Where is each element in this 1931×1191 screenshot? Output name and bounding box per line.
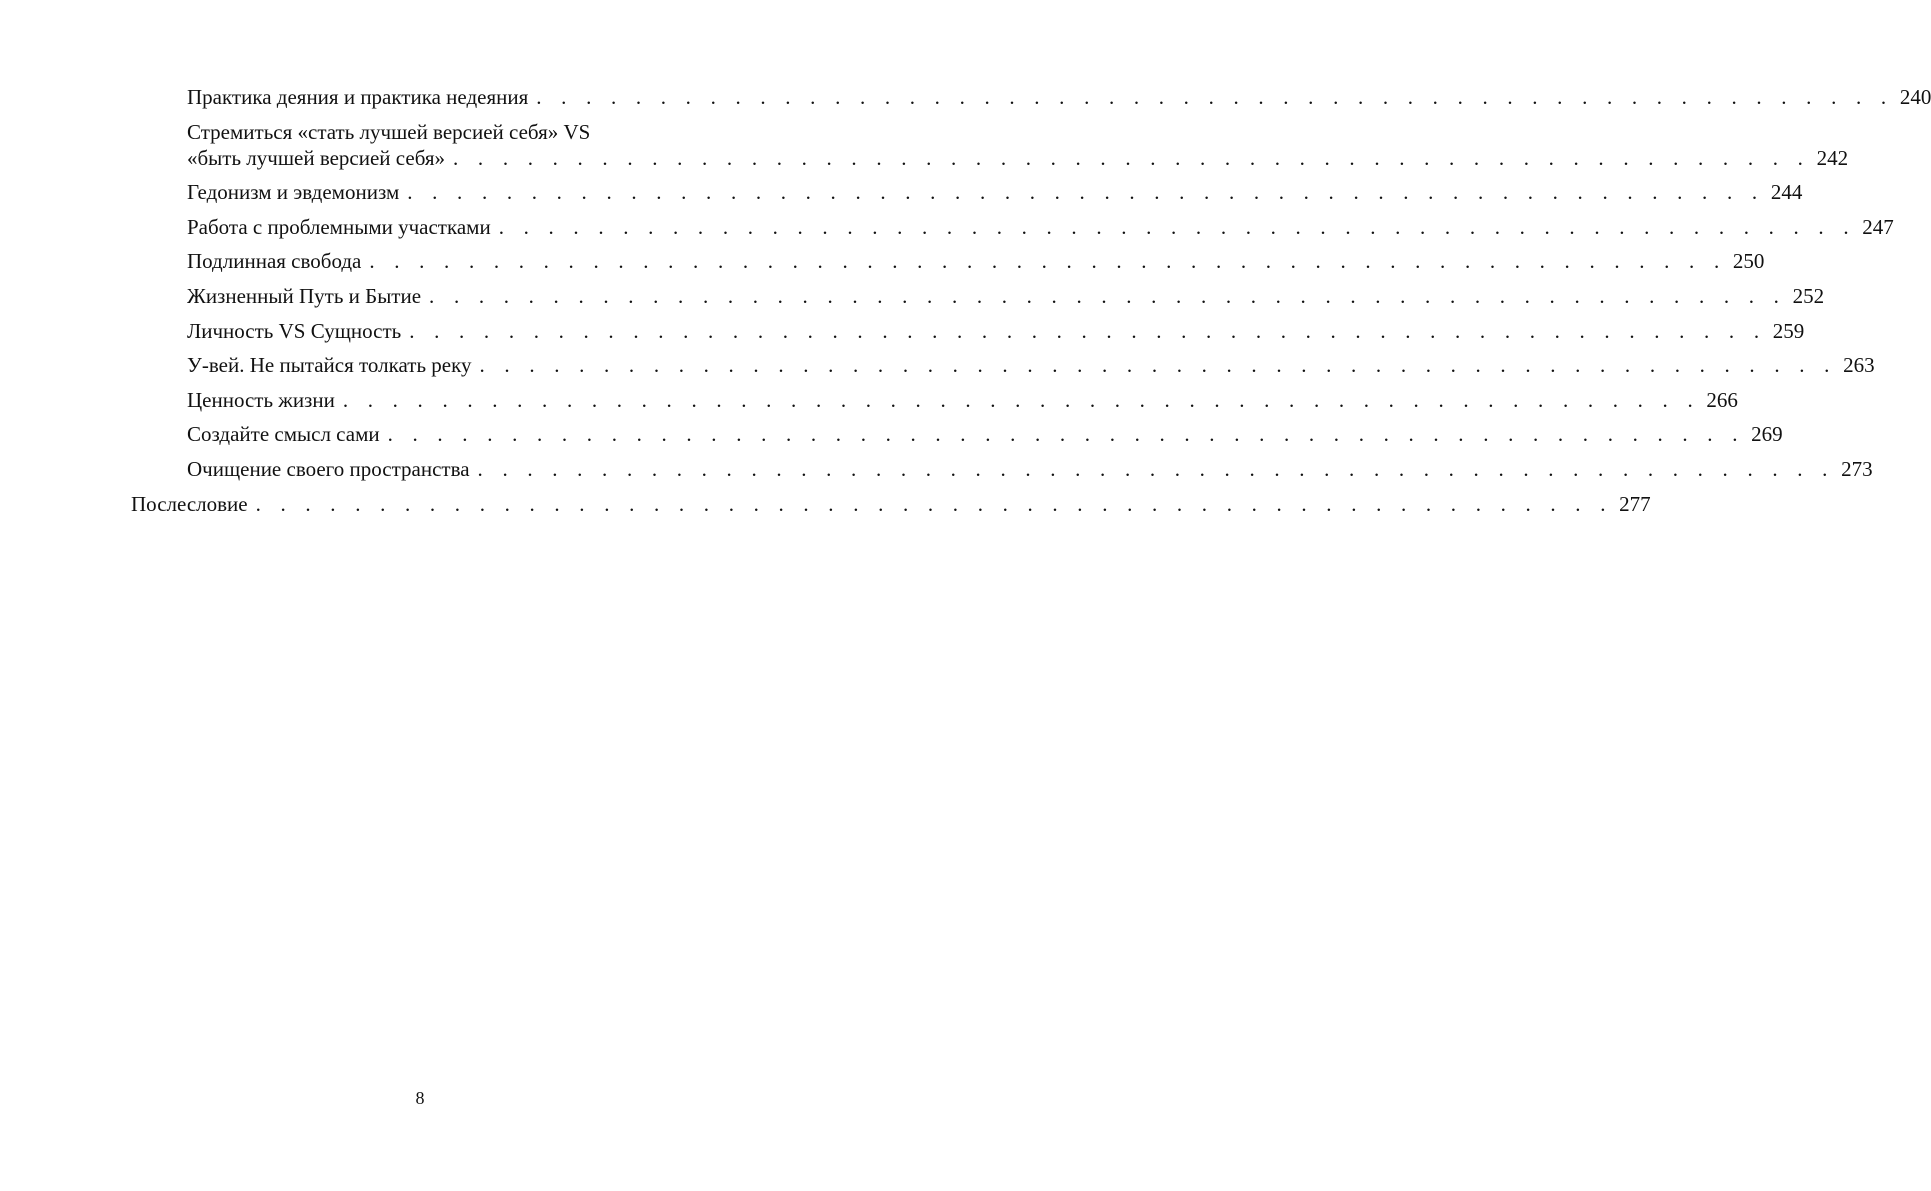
toc-entry[interactable] [187, 456, 1873, 482]
toc-entry-chapter[interactable] [131, 491, 1651, 517]
toc-entry-title: Работа с проблемными участками [187, 214, 491, 239]
toc-entry-page: 273 [1841, 456, 1873, 481]
toc-entry-line [187, 214, 1894, 240]
toc-entry-page: 242 [1816, 145, 1849, 170]
toc-entry-page: 259 [1772, 318, 1805, 343]
dot-leader: . . . . . . . . . . . . . . . . . . . . . . . . . . . . . . . . . . . . . . . . . . . . . . . . . . . . . . . [498, 214, 1856, 239]
toc-entry-line [187, 352, 1875, 378]
toc-entry-line [187, 84, 1931, 110]
dot-leader: . . . . . . . . . . . . . . . . . . . . . . . . . . . . . . . . . . . . . . . . . . . . . . . . . . . . . . . [429, 283, 1787, 308]
toc-entry-page: 247 [1862, 214, 1894, 239]
toc-entry[interactable] [187, 179, 1803, 205]
toc-entry[interactable] [187, 352, 1875, 378]
toc-entry-page: 244 [1770, 180, 1803, 205]
toc-entry-title: «быть лучшей версией себя» [187, 145, 446, 170]
page-number: 8 [415, 1088, 425, 1108]
toc-entry-title: Очищение своего пространства [187, 456, 470, 481]
toc-entry[interactable] [187, 387, 1738, 413]
toc-entry-page: 263 [1843, 353, 1875, 378]
toc-entry[interactable] [187, 119, 1849, 171]
dot-leader: . . . . . . . . . . . . . . . . . . . . . . . . . . . . . . . . . . . . . . . . . . . . . . . . . . . . . . . [479, 353, 1837, 378]
toc-entry-title: Послесловие [131, 491, 248, 516]
toc-entry[interactable] [187, 421, 1783, 447]
dot-leader: . . . . . . . . . . . . . . . . . . . . . . . . . . . . . . . . . . . . . . . . . . . . . . . . . . . . . . . [407, 180, 1765, 205]
toc-entry-line [187, 421, 1783, 447]
toc-entry-line [187, 318, 1805, 344]
toc-entry-title: У-вей. Не пытайся толкать реку [187, 353, 472, 378]
toc-entry-page: 252 [1792, 283, 1825, 308]
table-of-contents [131, 84, 1931, 517]
toc-entry-line [131, 491, 1651, 517]
toc-entry-page: 240 [1899, 85, 1931, 109]
dot-leader: . . . . . . . . . . . . . . . . . . . . . . . . . . . . . . . . . . . . . . . . . . . . . . . . . . . . . . . [387, 422, 1745, 447]
toc-entry-page: 277 [1619, 491, 1651, 516]
toc-entry-title: Практика деяния и практика недеяния [187, 85, 529, 109]
toc-entry-page: 269 [1751, 422, 1783, 447]
toc-entry-title: Создайте смысл сами [187, 422, 380, 447]
dot-leader: . . . . . . . . . . . . . . . . . . . . . . . . . . . . . . . . . . . . . . . . . . . . . . . . . . . . . . . [453, 145, 1811, 170]
dot-leader: . . . . . . . . . . . . . . . . . . . . . . . . . . . . . . . . . . . . . . . . . . . . . . . . . . . . . . . [369, 249, 1727, 274]
toc-entry-title: Ценность жизни [187, 387, 335, 412]
toc-entry[interactable] [187, 84, 1931, 110]
dot-leader: . . . . . . . . . . . . . . . . . . . . . . . . . . . . . . . . . . . . . . . . . . . . . . . . . . . . . . . [342, 387, 1700, 412]
dot-leader: . . . . . . . . . . . . . . . . . . . . . . . . . . . . . . . . . . . . . . . . . . . . . . . . . . . . . . . [477, 456, 1835, 481]
toc-entry-title: Гедонизм и эвдемонизм [187, 180, 400, 205]
toc-entry-line [187, 387, 1738, 413]
toc-entry[interactable] [187, 214, 1894, 240]
dot-leader: . . . . . . . . . . . . . . . . . . . . . . . . . . . . . . . . . . . . . . . . . . . . . . . . . . . . . . . [536, 85, 1894, 109]
toc-entry-line [187, 456, 1873, 482]
toc-entry-line [187, 145, 1849, 171]
toc-entry[interactable] [187, 318, 1805, 344]
dot-leader: . . . . . . . . . . . . . . . . . . . . . . . . . . . . . . . . . . . . . . . . . . . . . . . . . . . . . . . [255, 491, 1613, 516]
toc-entry[interactable] [187, 283, 1825, 309]
dot-leader: . . . . . . . . . . . . . . . . . . . . . . . . . . . . . . . . . . . . . . . . . . . . . . . . . . . . . . . [409, 318, 1767, 343]
toc-entry-line [187, 248, 1765, 274]
toc-entry-line [187, 283, 1825, 309]
toc-entry-title-line1: Стремиться «стать лучшей версией себя» VS [187, 119, 591, 144]
toc-entry-title: Личность VS Сущность [187, 318, 402, 343]
toc-entry[interactable] [187, 248, 1765, 274]
toc-entry-line [187, 179, 1803, 205]
toc-entry-page: 266 [1706, 387, 1738, 412]
toc-entry-page: 250 [1732, 249, 1765, 274]
toc-entry-title: Жизненный Путь и Бытие [187, 283, 422, 308]
toc-entry-title: Подлинная свобода [187, 249, 362, 274]
